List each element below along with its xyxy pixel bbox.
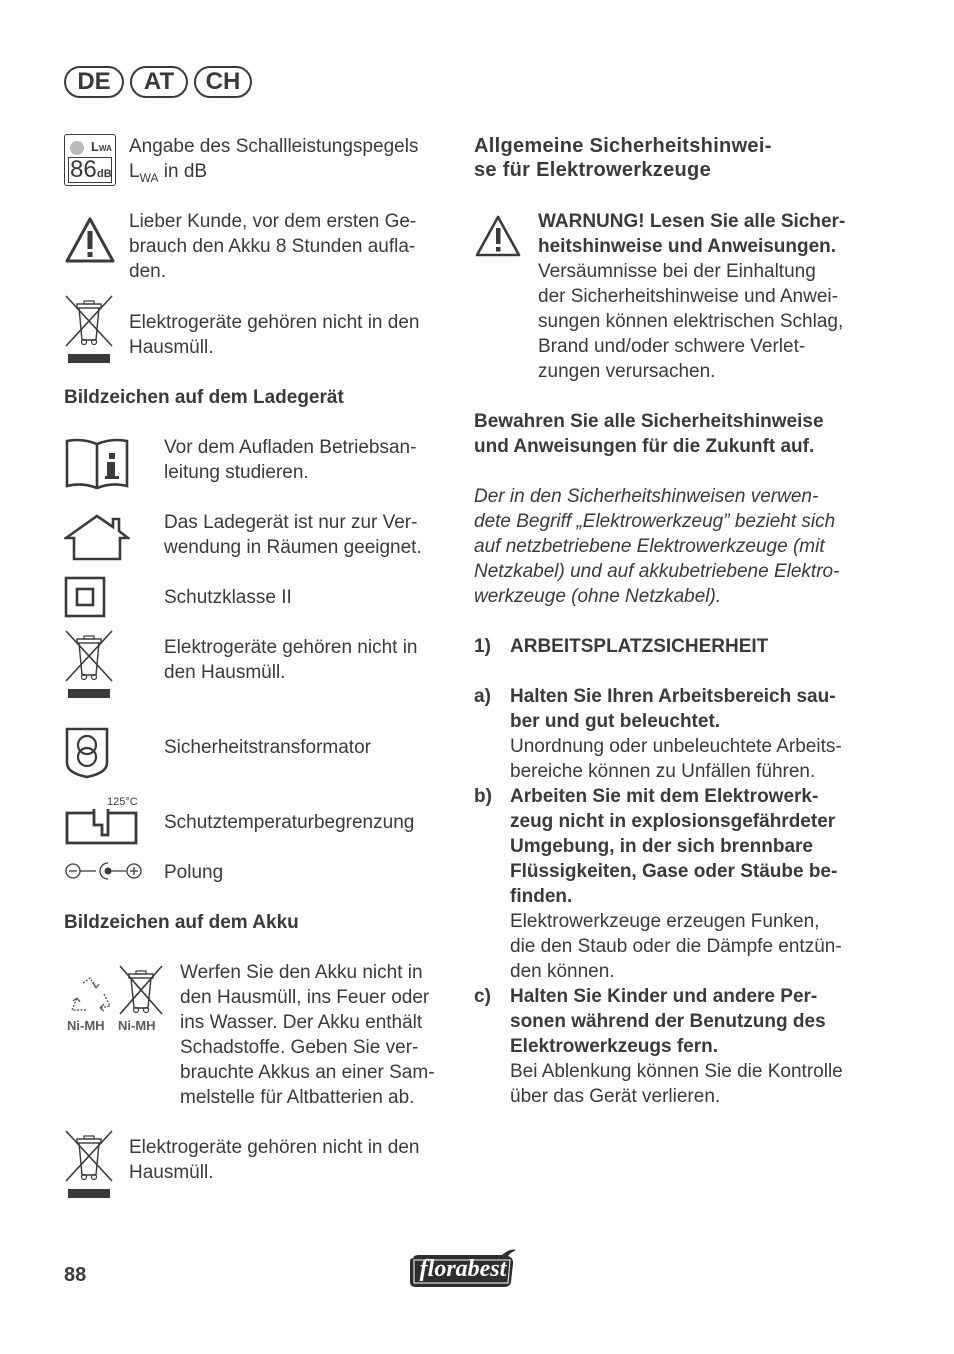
battery-symbols-heading: Bildzeichen auf dem Akku [64,912,299,933]
item-b-bold-line5: finden. [510,886,573,907]
warning-text-line3: sungen können elektrischen Schlag, [538,311,844,332]
item-c-label: c) [474,986,491,1007]
warning-text-line1: Versäumnisse bei der Einhaltung [538,261,816,282]
battery-text-line3: ins Wasser. Der Akku enthält [180,1012,423,1033]
country-badge-de: DE [64,66,124,98]
waste2-line2: den Hausmüll. [164,662,286,683]
indoor-line2: wendung in Räumen geeignet. [164,537,422,558]
charge-note-line3: den. [129,261,166,282]
item-a-text-line1: Unordnung oder unbeleuchtete Arbeits- [510,736,842,757]
protection-class-2-icon [64,576,106,618]
battery-text-line6: melstelle für Altbatterien ab. [180,1087,415,1108]
charge-note-line1: Lieber Kunde, vor dem ersten Ge- [129,211,417,232]
battery-text-line1: Werfen Sie den Akku nicht in [180,962,423,983]
crossed-bin-icon [64,629,114,699]
battery-text-line2: den Hausmüll, ins Feuer oder [180,987,430,1008]
item-c-text-line2: über das Gerät verlieren. [510,1086,721,1107]
class2-text: Schutzklasse II [164,587,292,608]
section1-title: ARBEITSPLATZSICHERHEIT [510,636,769,657]
item-b-bold-line1: Arbeiten Sie mit dem Elektrowerk- [510,786,819,807]
item-c-bold-line3: Elektrowerkzeugs fern. [510,1036,719,1057]
sound-power-icon: LWA 86 dB [64,134,116,186]
warning-text-line4: Brand und/oder schwere Verlet- [538,336,806,357]
term-definition-line3: auf netzbetriebene Elektrowerkzeuge (mit [474,536,825,557]
crossed-bin-icon [64,1129,114,1199]
term-definition-line4: Netzkabel) und auf akkubetriebene Elektro- [474,561,840,582]
manual-line1: Vor dem Aufladen Betriebsan- [164,437,417,458]
item-a-bold-line2: ber und gut beleuchtet. [510,711,721,732]
temp-text: Schutztemperaturbegrenzung [164,812,415,833]
transformer-text: Sicherheitstransformator [164,737,371,758]
warning-text-line2: der Sicherheitshinweise und Anwei- [538,286,838,307]
term-definition-line2: dete Begriff „Elektrowerkzeug” bezieht sich [474,511,836,532]
waste1-line2: Hausmüll. [129,337,214,358]
item-b-bold-line2: zeug nicht in explosionsgefährdeter [510,811,836,832]
section1-number: 1) [474,636,491,657]
waste3-line2: Hausmüll. [129,1162,214,1183]
charger-symbols-heading: Bildzeichen auf dem Ladegerät [64,387,344,408]
keep-instructions-line2: und Anweisungen für die Zukunft auf. [474,436,815,457]
thermal-cutoff-icon [64,809,138,847]
battery-text-line5: brauchte Akkus an einer Sam- [180,1062,435,1083]
item-b-text-line1: Elektrowerkzeuge erzeugen Funken, [510,911,820,932]
brand-logo-text: florabest [419,1256,507,1282]
crossed-bin-icon [64,294,114,364]
page-number: 88 [64,1264,87,1286]
battery-text-line4: Schadstoffe. Geben Sie ver- [180,1037,419,1058]
warning-triangle-icon [474,214,522,258]
warning-bold-line1: WARNUNG! Lesen Sie alle Sicher- [538,211,846,232]
indoor-house-icon [64,513,130,561]
item-b-text-line2: die den Staub oder die Dämpfe entzün- [510,936,842,957]
safety-transformer-icon [64,727,110,779]
item-a-text-line2: bereiche können zu Unfällen führen. [510,761,816,782]
section-heading-line2: se für Elektrowerkzeuge [474,159,711,181]
keep-instructions-line1: Bewahren Sie alle Sicherheitshinweise [474,411,824,432]
read-manual-icon [64,436,130,490]
indoor-line1: Das Ladegerät ist nur zur Ver- [164,512,418,533]
warning-text-line5: zungen verursachen. [538,361,716,382]
sound-power-line2: $L_{WA}$ in dB [129,161,208,185]
recycling-icon [66,976,114,1016]
item-b-bold-line3: Umgebung, in der sich brennbare [510,836,813,857]
charge-note-line2: brauch den Akku 8 Stunden aufla- [129,236,416,257]
waste3-line1: Elektrogeräte gehören nicht in den [129,1137,420,1158]
term-definition-line5: werkzeuge (ohne Netzkabel). [474,586,722,607]
country-badge-at: AT [130,66,188,98]
brand-logo [406,1246,520,1290]
temp-icon-label: 125°C [107,796,138,808]
sound-power-line1: Angabe des Schallleistungspegels [129,136,419,157]
item-b-bold-line4: Flüssigkeiten, Gase oder Stäube be- [510,861,838,882]
waste2-line1: Elektrogeräte gehören nicht in [164,637,418,658]
crossed-bin-icon [118,964,164,1016]
item-b-text-line3: den können. [510,961,615,982]
item-b-label: b) [474,786,492,807]
warning-triangle-icon [64,216,116,264]
term-definition-line1: Der in den Sicherheitshinweisen verwen- [474,486,819,507]
item-c-text-line1: Bei Ablenkung können Sie die Kontrolle [510,1061,843,1082]
polarity-icon [64,860,144,882]
item-c-bold-line2: sonen während der Benutzung des [510,1011,826,1032]
waste1-line1: Elektrogeräte gehören nicht in den [129,312,420,333]
item-a-bold-line1: Halten Sie Ihren Arbeitsbereich sau- [510,686,836,707]
warning-bold-line2: heitshinweise und Anweisungen. [538,236,837,257]
nimh-label: Ni-MH [118,1018,156,1033]
manual-line2: leitung studieren. [164,462,309,483]
item-a-label: a) [474,686,491,707]
section-heading-line1: Allgemeine Sicherheitshinwei- [474,135,772,157]
nimh-label: Ni-MH [67,1018,105,1033]
polarity-text: Polung [164,862,224,883]
item-c-bold-line1: Halten Sie Kinder und andere Per- [510,986,818,1007]
country-badge-ch: CH [194,66,252,98]
